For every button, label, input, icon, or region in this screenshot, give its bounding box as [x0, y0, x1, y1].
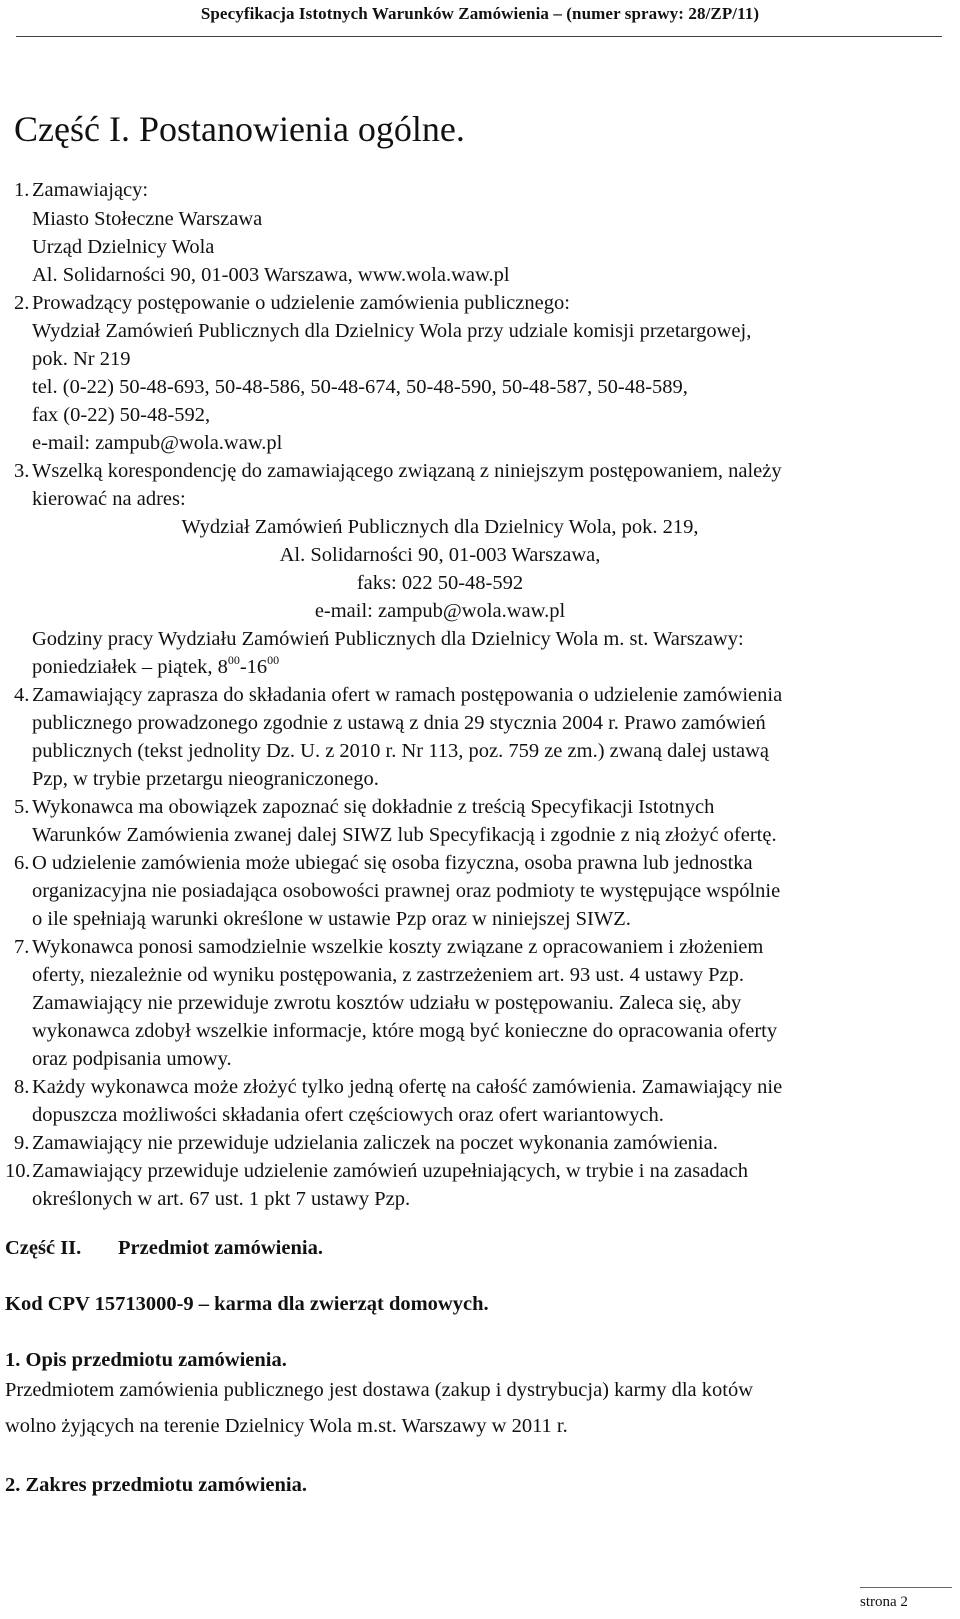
- address-line-1: Wydział Zamówień Publicznych dla Dzielnicy Wola, pok. 219,: [181, 516, 699, 538]
- item-4-line-1: Zamawiający zaprasza do składania ofert w ramach postępowania o udzielenie zamówienia: [32, 684, 783, 706]
- item-1-line-3: Urząd Dzielnicy Wola: [32, 236, 215, 258]
- item-7-line-3: Zamawiający nie przewiduje zwrotu kosztów udziału w postępowaniu. Zaleca się, aby: [32, 992, 742, 1014]
- item-7-line-5: oraz podpisania umowy.: [32, 1048, 232, 1070]
- item-1-line-1: Zamawiający:: [32, 179, 149, 201]
- item-2-line-4: tel. (0-22) 50-48-693, 50-48-586, 50-48-674, 50-48-590, 50-48-587, 50-48-589,: [32, 376, 688, 398]
- item-number-9: 9.: [14, 1132, 30, 1154]
- item-1-line-4: Al. Solidarności 90, 01-003 Warszawa, www.wola.waw.pl: [32, 264, 510, 286]
- item-4-line-2: publicznego prowadzonego zgodnie z ustawą z dnia 29 stycznia 2004 r. Prawo zamówień: [32, 712, 766, 734]
- part-two-label: Część II.: [5, 1237, 82, 1259]
- item-number-6: 6.: [14, 852, 30, 874]
- cpv-code: Kod CPV 15713000-9 – karma dla zwierząt domowych.: [5, 1293, 489, 1315]
- item-number-10: 10.: [5, 1160, 31, 1182]
- item-2-line-2: Wydział Zamówień Publicznych dla Dzielnicy Wola przy udziale komisji przetargowej,: [32, 320, 752, 342]
- item-9-line-1: Zamawiający nie przewiduje udzielania zaliczek na poczet wykonania zamówienia.: [32, 1132, 718, 1154]
- item-number-7: 7.: [14, 936, 30, 958]
- item-6-line-3: o ile spełniają warunki określone w ustawie Pzp oraz w niniejszej SIWZ.: [32, 908, 631, 930]
- item-7-line-4: wykonawca zdobył wszelkie informacje, które mogą być konieczne do opracowania oferty: [32, 1020, 778, 1042]
- item-6-line-2: organizacyjna nie posiadająca osobowości prawnej oraz podmioty te występujące wspólnie: [32, 880, 781, 902]
- item-2-line-5: fax (0-22) 50-48-592,: [32, 404, 211, 426]
- subsection-1-para-line-1: Przedmiotem zamówienia publicznego jest dostawa (zakup i dystrybucja) karmy dla kotów: [5, 1379, 754, 1401]
- item-1-line-2: Miasto Stołeczne Warszawa: [32, 208, 263, 230]
- item-number-4: 4.: [14, 684, 30, 706]
- part-two-title: Przedmiot zamówienia.: [118, 1237, 323, 1259]
- item-7-line-2: oferty, niezależnie od wyniku postępowania, z zastrzeżeniem art. 93 ust. 4 ustawy Pzp.: [32, 964, 744, 986]
- part-one-title: Część I. Postanowienia ogólne.: [14, 109, 465, 149]
- address-line-2: Al. Solidarności 90, 01-003 Warszawa,: [279, 544, 601, 566]
- page-number: strona 2: [860, 1594, 908, 1610]
- item-2-line-3: pok. Nr 219: [32, 348, 131, 370]
- subsection-2-heading: 2. Zakres przedmiotu zamówienia.: [5, 1474, 307, 1496]
- item-6-line-1: O udzielenie zamówienia może ubiegać się osoba fizyczna, osoba prawna lub jednostka: [32, 852, 753, 874]
- item-10-line-1: Zamawiający przewiduje udzielenie zamówień uzupełniających, w trybie i na zasadach: [32, 1160, 749, 1182]
- office-hours-line: Godziny pracy Wydziału Zamówień Publicznych dla Dzielnicy Wola m. st. Warszawy:: [32, 628, 744, 650]
- item-3-line-2: kierować na adres:: [32, 488, 186, 510]
- item-8-line-2: dopuszcza możliwości składania ofert częściowych oraz ofert wariantowych.: [32, 1104, 664, 1126]
- footer-rule: [860, 1587, 952, 1588]
- item-8-line-1: Każdy wykonawca może złożyć tylko jedną ofertę na całość zamówienia. Zamawiający nie: [32, 1076, 783, 1098]
- item-number-1: 1.: [14, 179, 30, 201]
- item-number-5: 5.: [14, 796, 30, 818]
- item-number-8: 8.: [14, 1076, 30, 1098]
- item-4-line-3: publicznych (tekst jednolity Dz. U. z 2010 r. Nr 113, poz. 759 ze zm.) zwaną dalej ustawą: [32, 740, 770, 762]
- item-10-line-2: określonych w art. 67 ust. 1 pkt 7 ustawy Pzp.: [32, 1188, 411, 1210]
- subsection-1-heading: 1. Opis przedmiotu zamówienia.: [5, 1349, 287, 1371]
- document-header: Specyfikacja Istotnych Warunków Zamówienia – (numer sprawy: 28/ZP/11): [200, 4, 760, 23]
- item-2-line-1: Prowadzący postępowanie o udzielenie zamówienia publicznego:: [32, 292, 570, 314]
- item-2-line-6: e-mail: zampub@wola.waw.pl: [32, 432, 283, 454]
- item-number-3: 3.: [14, 460, 30, 482]
- item-5-line-2: Warunków Zamówienia zwanej dalej SIWZ lub Specyfikacją i zgodnie z nią złożyć ofertę.: [32, 824, 777, 846]
- header-rule: [16, 36, 942, 37]
- item-number-2: 2.: [14, 292, 30, 314]
- item-7-line-1: Wykonawca ponosi samodzielnie wszelkie koszty związane z opracowaniem i złożeniem: [32, 936, 764, 958]
- office-hours-days: poniedziałek – piątek, $8^{00}-16^{00}$: [32, 653, 280, 678]
- item-3-line-1: Wszelką korespondencję do zamawiającego związaną z niniejszym postępowaniem, należy: [32, 460, 782, 482]
- item-5-line-1: Wykonawca ma obowiązek zapoznać się dokładnie z treścią Specyfikacji Istotnych: [32, 796, 715, 818]
- address-fax: faks: 022 50-48-592: [356, 572, 524, 594]
- address-email: e-mail: zampub@wola.waw.pl: [314, 600, 566, 622]
- subsection-1-para-line-2: wolno żyjących na terenie Dzielnicy Wola m.st. Warszawy w 2011 r.: [5, 1415, 568, 1437]
- item-4-line-4: Pzp, w trybie przetargu nieograniczonego.: [32, 768, 379, 790]
